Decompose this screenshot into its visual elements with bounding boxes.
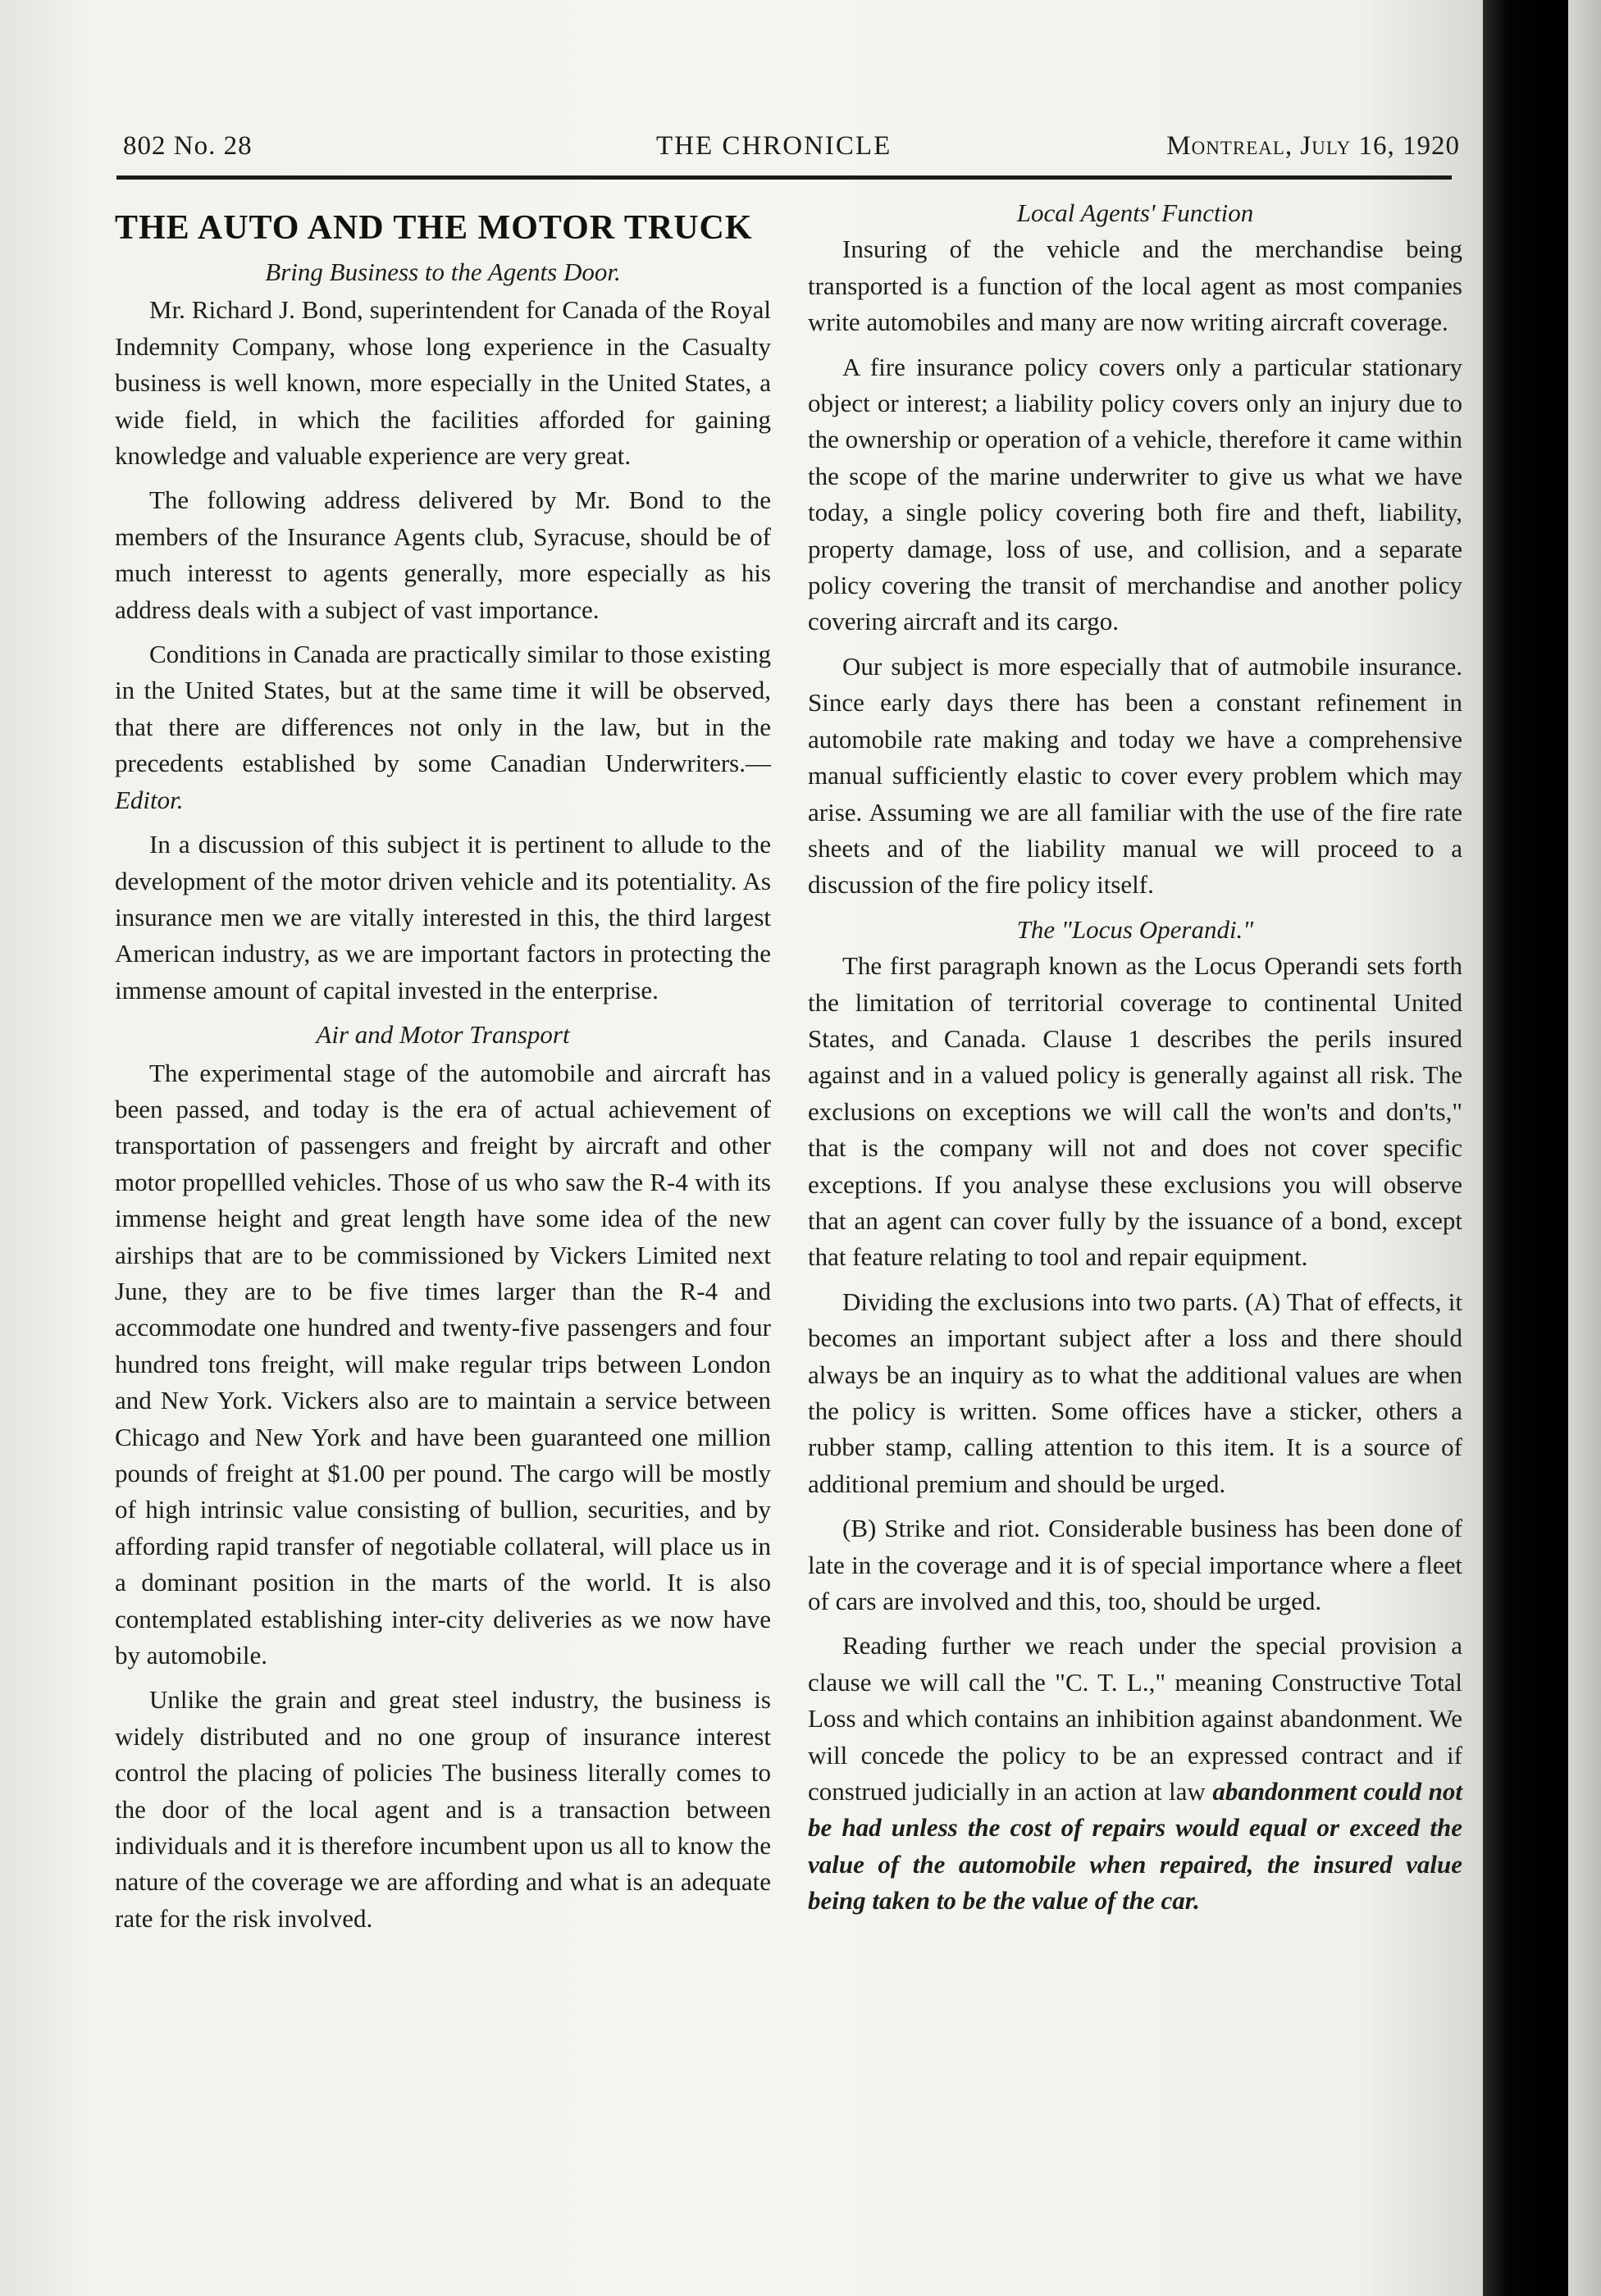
locus-paragraph-3: (B) Strike and riot. Considerable business has been done of late in the coverage and it is of special importance where a fleet of cars are involved and this, too, should be urged.	[808, 1514, 1462, 1616]
publication-title: THE CHRONICLE	[656, 131, 892, 161]
section-heading-air-motor-transport: Air and Motor Transport	[316, 1020, 570, 1050]
air-transport-paragraph: The experimental stage of the automobile and aircraft has been passed, and today is the era of actual achievement of transportation of passengers and freight by aircraft and other motor propellled vehicles. Those of us who saw the R-4 with its immense height and great length have some idea of the new airships that are to be commissioned by Vickers Limited next June, they are to be five times larger than the R-4 and accommodate one hundred and twenty-five passengers and four hundred tons freight, will make regular trips between London and New York. Vickers also are to maintain a service between Chicago and New York and have been guaranteed one million pounds of freight at $1.00 per pound. The cargo will be mostly of high intrinsic value consisting of bullion, securities, and by affording rapid transfer of negotiable collateral, will place us in a dominant position in the marts of the world. It is also contemplated establishing inter-city deliveries as we now have by automobile.	[115, 1058, 771, 1670]
locus-paragraph-2: Dividing the exclusions into two parts. (A) That of effects, it becomes an important subject after a loss and there should always be an inquiry as to what the additional values are when the policy is written. Some offices have a sticker, others a rubber stamp, calling attention to this item. It is a source of additional premium and should be urged.	[808, 1287, 1462, 1498]
intro-paragraph-2: The following address delivered by Mr. Bond to the members of the Insurance Agents club, Syracuse, should be of much interesst to agents generally, more especially as his address deals with a subject of vast importance.	[115, 485, 771, 624]
article-subheadline: Bring Business to the Agents Door.	[265, 257, 621, 286]
running-head	[123, 131, 1460, 171]
page-and-issue-number: 802 No. 28	[123, 131, 253, 161]
locus-paragraph-1: The first paragraph known as the Locus Operandi sets forth the limitation of territorial coverage to continental United States, and Canada. Clause 1 describes the perils insured against and in a valued policy is generally against all risk. The exclusions on exceptions we will call the won'ts and don'ts," that is the company will not and does not cover specific exceptions. If you analyse these exclusions you will observe that an agent can cover fully by the issuance of a bond, except that feature relating to tool and repair equipment.	[808, 951, 1462, 1272]
editor-note-text: Conditions in Canada are practically similar to those existing in the United States, but at the same time it will be observed, that there are differences not only in the law, but in the precedents established by some Canadian Underwriters.—	[115, 640, 771, 778]
local-agents-paragraph-2: A fire insurance policy covers only a particular stationary object or interest; a liability policy covers only an injury due to the ownership or operation of a vehicle, therefore it came within the scope of the marine underwriter to give us what we have today, a single policy covering both fire and theft, liability, property damage, loss of use, and collision, and a separate policy covering the transit of merchandise and another policy covering aircraft and its cargo.	[808, 352, 1462, 636]
right-column	[808, 195, 1462, 1928]
final-paragraph-emphasis: abandonment could not be had unless the cost of repairs would equal or exceed the value of the automobile when repaired, the insured value being taken to be the value of the car.	[808, 1777, 1462, 1916]
header-rule	[116, 175, 1452, 180]
intro-paragraph-1: Mr. Richard J. Bond, superintendent for Canada of the Royal Indemnity Company, whose long experience in the Casualty business is well known, more especially in the United States, a wide field, in which the facilities afforded for gaining knowledge and valuable experience are very great.	[115, 295, 771, 471]
section-heading-local-agents: Local Agents' Function	[1016, 198, 1254, 227]
final-paragraph-text: Reading further we reach under the special provision a clause we will call the "C. T. L.," meaning Constructive Total Loss and which contains an inhibition against abandonment. We will concede the policy to be an expressed contract and if construed judicially in an action at law	[808, 1631, 1462, 1806]
left-column	[115, 195, 771, 1945]
dateline: Montreal, July 16, 1920	[1166, 131, 1460, 161]
final-paragraph	[808, 1628, 1462, 1919]
local-agents-paragraph-3: Our subject is more especially that of autmobile insurance. Since early days there has been a constant refinement in automobile rate making and today we have a comprehensive manual sufficiently elastic to cover every problem which may arise. Assuming we are all familiar with the use of the fire rate sheets and of the liability manual we will proceed to a discussion of the fire policy itself.	[808, 651, 1462, 900]
industry-paragraph: Unlike the grain and great steel industry, the business is widely distributed and no one group of insurance interest control the placing of policies The business literally comes to the door of the local agent and is a transaction between individuals and it is therefore incumbent upon us all to know the nature of the coverage we are affording and what is an adequate rate for the risk involved.	[115, 1685, 771, 1933]
opening-paragraph: In a discussion of this subject it is pertinent to allude to the development of the motor driven vehicle and its potentiality. As insurance men we are vitally interested in this, the third largest American industry, as we are important factors in protecting the immense amount of capital invested in the enterprise.	[115, 830, 771, 1004]
local-agents-paragraph-1: Insuring of the vehicle and the merchandise being transported is a function of the local agent as most companies write automobiles and many are now writing aircraft coverage.	[808, 235, 1462, 337]
adjacent-page-edge	[1568, 0, 1601, 2296]
editor-signature: Editor.	[115, 785, 184, 814]
page-gutter-shadow	[1483, 0, 1542, 2296]
editor-note	[115, 636, 771, 818]
article-headline: THE AUTO AND THE MOTOR TRUCK	[115, 209, 753, 247]
section-heading-locus-operandi: The "Locus Operandi."	[1016, 914, 1254, 944]
